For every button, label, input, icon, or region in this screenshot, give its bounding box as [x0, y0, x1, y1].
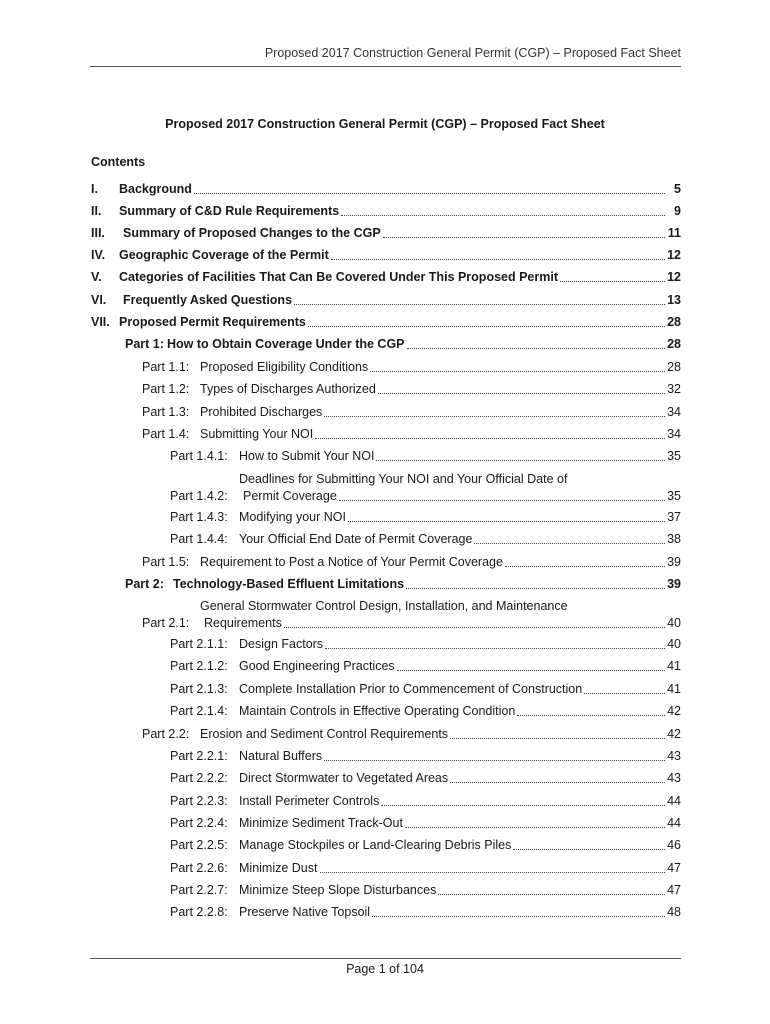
toc-entry-number: Part 1.5:	[142, 555, 190, 569]
toc-entry-number: Part 2.1:	[142, 616, 190, 630]
toc-entry-title: Direct Stormwater to Vegetated Areas	[239, 771, 449, 785]
toc-entry-title: Manage Stockpiles or Land-Clearing Debris Piles	[239, 838, 512, 852]
toc-entry-title: Requirement to Post a Notice of Your Permit Coverage	[200, 555, 503, 569]
toc-entry-title: General Stormwater Control Design, Installation, and Maintenance	[200, 599, 568, 613]
page-number: Page 1 of 104	[346, 962, 424, 976]
toc-entry-title: Summary of C&D Rule Requirements	[119, 204, 340, 218]
toc-entry-number: Part 2.1.4:	[170, 704, 228, 718]
toc-entry-title: Design Factors	[239, 637, 324, 651]
toc-entry[interactable]	[170, 815, 681, 831]
dot-leader	[294, 303, 665, 305]
toc-entry[interactable]	[170, 748, 681, 764]
toc-entry-page: 42	[667, 704, 681, 718]
toc-entry[interactable]	[170, 636, 681, 652]
toc-entry-number: VII.	[91, 315, 110, 329]
footer-rule	[90, 958, 681, 959]
toc-entry-title: Background	[119, 182, 192, 196]
toc-entry-title: Good Engineering Practices	[239, 659, 395, 673]
toc-entry[interactable]	[125, 576, 681, 592]
toc-entry[interactable]	[170, 658, 681, 674]
toc-entry-title: Minimize Dust	[239, 861, 318, 875]
dot-leader	[325, 647, 665, 649]
toc-entry-number: Part 1.4.1:	[170, 449, 228, 463]
toc-entry[interactable]	[170, 471, 681, 504]
toc-entry[interactable]	[170, 448, 681, 464]
toc-entry-number: Part 2.2.2:	[170, 771, 228, 785]
toc-entry-number: Part 2.2.4:	[170, 816, 228, 830]
toc-entry[interactable]	[142, 359, 681, 375]
toc-entry[interactable]	[142, 404, 681, 420]
toc-entry-title-continued: Permit Coverage	[243, 489, 337, 503]
dot-leader	[370, 370, 665, 372]
toc-entry-page: 28	[667, 337, 681, 351]
dot-leader	[315, 437, 665, 439]
toc-entry-number: Part 2.2.6:	[170, 861, 228, 875]
dot-leader	[324, 415, 665, 417]
dot-leader	[320, 871, 666, 873]
dot-leader	[397, 669, 665, 671]
dot-leader	[381, 804, 665, 806]
toc-entry-page: 9	[674, 204, 681, 218]
toc-entry-title: Frequently Asked Questions	[123, 293, 293, 307]
toc-entry[interactable]	[142, 381, 681, 397]
dot-leader	[341, 214, 665, 216]
toc-entry[interactable]	[170, 882, 681, 898]
toc-entry-title: Categories of Facilities That Can Be Covered Under This Proposed Permit	[119, 270, 558, 284]
dot-leader	[331, 258, 665, 260]
toc-entry-title: Modifying your NOI	[239, 510, 346, 524]
toc-entry[interactable]	[170, 770, 681, 786]
toc-entry-page: 35	[667, 489, 681, 503]
dot-leader	[284, 626, 665, 628]
toc-entry-page: 37	[667, 510, 681, 524]
dot-leader	[474, 542, 665, 544]
dot-leader	[194, 192, 665, 194]
toc-entry-number: Part 1.4:	[142, 427, 190, 441]
toc-entry-number: Part 1:	[125, 337, 164, 351]
toc-entry-number: Part 2.2.3:	[170, 794, 228, 808]
toc-entry-title: Summary of Proposed Changes to the CGP	[123, 226, 381, 240]
toc-entry-number: Part 1.4.2:	[170, 489, 228, 503]
toc-entry-number: IV.	[91, 248, 106, 262]
toc-entry-page: 39	[667, 555, 681, 569]
toc-entry[interactable]	[91, 292, 681, 308]
dot-leader	[450, 781, 665, 783]
toc-entry-number: Part 2.1.2:	[170, 659, 228, 673]
toc-entry-title: Natural Buffers	[239, 749, 323, 763]
dot-leader	[348, 520, 665, 522]
toc-entry-title: Minimize Sediment Track-Out	[239, 816, 403, 830]
toc-entry-number: Part 1.3:	[142, 405, 190, 419]
toc-entry-title: Prohibited Discharges	[200, 405, 323, 419]
toc-entry-number: I.	[91, 182, 98, 196]
toc-entry[interactable]	[91, 314, 681, 330]
toc-entry-title: How to Submit Your NOI	[239, 449, 375, 463]
toc-entry[interactable]	[142, 554, 681, 570]
dot-leader	[405, 826, 665, 828]
toc-entry-title: Deadlines for Submitting Your NOI and Your Official Date of	[239, 472, 568, 486]
toc-entry[interactable]	[170, 860, 681, 876]
toc-entry[interactable]	[91, 225, 681, 241]
dot-leader	[324, 759, 665, 761]
toc-entry-title: Maintain Controls in Effective Operating Condition	[239, 704, 516, 718]
toc-entry-page: 39	[667, 577, 681, 591]
toc-entry-title: Proposed Permit Requirements	[119, 315, 306, 329]
dot-leader	[560, 280, 665, 282]
toc-entry-page: 11	[667, 226, 681, 240]
toc-entry[interactable]	[170, 904, 681, 920]
toc-entry-number: II.	[91, 204, 102, 218]
toc-entry-page: 47	[667, 883, 681, 897]
dot-leader	[378, 392, 665, 394]
toc-entry-page: 34	[667, 405, 681, 419]
toc-entry-page: 48	[667, 905, 681, 919]
toc-entry-page: 41	[667, 659, 681, 673]
toc-entry-page: 41	[667, 682, 681, 696]
toc-entry-page: 5	[674, 182, 681, 196]
dot-leader	[505, 565, 665, 567]
toc-entry-page: 32	[667, 382, 681, 396]
toc-entry-page: 44	[667, 816, 681, 830]
toc-entry[interactable]	[170, 531, 681, 547]
toc-entry-title: Proposed Eligibility Conditions	[200, 360, 369, 374]
document-title: Proposed 2017 Construction General Permit (CGP) – Proposed Fact Sheet	[165, 117, 605, 131]
contents-heading: Contents	[91, 155, 146, 169]
toc-entry-number: VI.	[91, 293, 107, 307]
toc-entry[interactable]	[142, 598, 681, 631]
toc-entry-page: 12	[667, 248, 681, 262]
toc-entry[interactable]	[91, 247, 681, 263]
toc-entry[interactable]	[142, 426, 681, 442]
dot-leader	[584, 692, 665, 694]
toc-entry-page: 28	[667, 360, 681, 374]
toc-entry-page: 44	[667, 794, 681, 808]
toc-entry[interactable]	[170, 509, 681, 525]
toc-entry-number: Part 2:	[125, 577, 164, 591]
toc-entry-number: Part 2.1.1:	[170, 637, 228, 651]
toc-entry-number: Part 2.1.3:	[170, 682, 228, 696]
toc-entry[interactable]	[170, 681, 681, 697]
toc-entry-title: Your Official End Date of Permit Coverage	[239, 532, 473, 546]
toc-entry-title: Erosion and Sediment Control Requirements	[200, 727, 449, 741]
toc-entry-page: 40	[667, 637, 681, 651]
toc-entry-number: V.	[91, 270, 102, 284]
toc-entry-number: Part 2.2:	[142, 727, 190, 741]
toc-entry-page: 43	[667, 771, 681, 785]
toc-entry-number: Part 2.2.8:	[170, 905, 228, 919]
toc-entry-number: Part 1.2:	[142, 382, 190, 396]
toc-entry-number: III.	[91, 226, 105, 240]
toc-entry[interactable]	[125, 336, 681, 352]
toc-entry-number: Part 2.2.1:	[170, 749, 228, 763]
toc-entry-page: 34	[667, 427, 681, 441]
toc-entry[interactable]	[170, 703, 681, 719]
toc-entry-title: Geographic Coverage of the Permit	[119, 248, 329, 262]
toc-entry-page: 28	[667, 315, 681, 329]
toc-entry-title: Minimize Steep Slope Disturbances	[239, 883, 437, 897]
dot-leader	[406, 587, 665, 589]
toc-entry-title-continued: Requirements	[204, 616, 282, 630]
toc-entry-number: Part 2.2.7:	[170, 883, 228, 897]
toc-entry-page: 13	[667, 293, 681, 307]
toc-entry[interactable]	[142, 726, 681, 742]
toc-entry-page: 38	[667, 532, 681, 546]
toc-entry-number: Part 1.1:	[142, 360, 190, 374]
dot-leader	[450, 737, 665, 739]
toc-entry-title: Preserve Native Topsoil	[239, 905, 371, 919]
toc-entry-page: 42	[667, 727, 681, 741]
toc-entry-number: Part 1.4.4:	[170, 532, 228, 546]
toc-entry-title: How to Obtain Coverage Under the CGP	[167, 337, 405, 351]
toc-entry-page: 40	[667, 616, 681, 630]
dot-leader	[517, 714, 665, 716]
dot-leader	[438, 893, 665, 895]
toc-entry-title: Submitting Your NOI	[200, 427, 314, 441]
toc-entry-page: 43	[667, 749, 681, 763]
dot-leader	[372, 915, 665, 917]
toc-entry-page: 47	[667, 861, 681, 875]
dot-leader	[339, 499, 665, 501]
toc-entry[interactable]	[91, 181, 681, 197]
toc-entry[interactable]	[91, 269, 681, 285]
dot-leader	[383, 236, 665, 238]
toc-entry-page: 46	[667, 838, 681, 852]
toc-entry-page: 12	[667, 270, 681, 284]
dot-leader	[407, 347, 665, 349]
running-header: Proposed 2017 Construction General Permit (CGP) – Proposed Fact Sheet	[90, 46, 681, 67]
toc-entry[interactable]	[170, 793, 681, 809]
toc-entry-page: 35	[667, 449, 681, 463]
toc-entry-title: Types of Discharges Authorized	[200, 382, 376, 396]
toc-entry-title: Install Perimeter Controls	[239, 794, 380, 808]
dot-leader	[513, 848, 665, 850]
dot-leader	[376, 459, 665, 461]
dot-leader	[308, 325, 665, 327]
toc-entry[interactable]	[91, 203, 681, 219]
toc-entry-title: Complete Installation Prior to Commencement of Construction	[239, 682, 583, 696]
toc-entry-title: Technology-Based Effluent Limitations	[173, 577, 405, 591]
toc-entry-number: Part 1.4.3:	[170, 510, 228, 524]
toc-entry-number: Part 2.2.5:	[170, 838, 228, 852]
toc-entry[interactable]	[170, 837, 681, 853]
